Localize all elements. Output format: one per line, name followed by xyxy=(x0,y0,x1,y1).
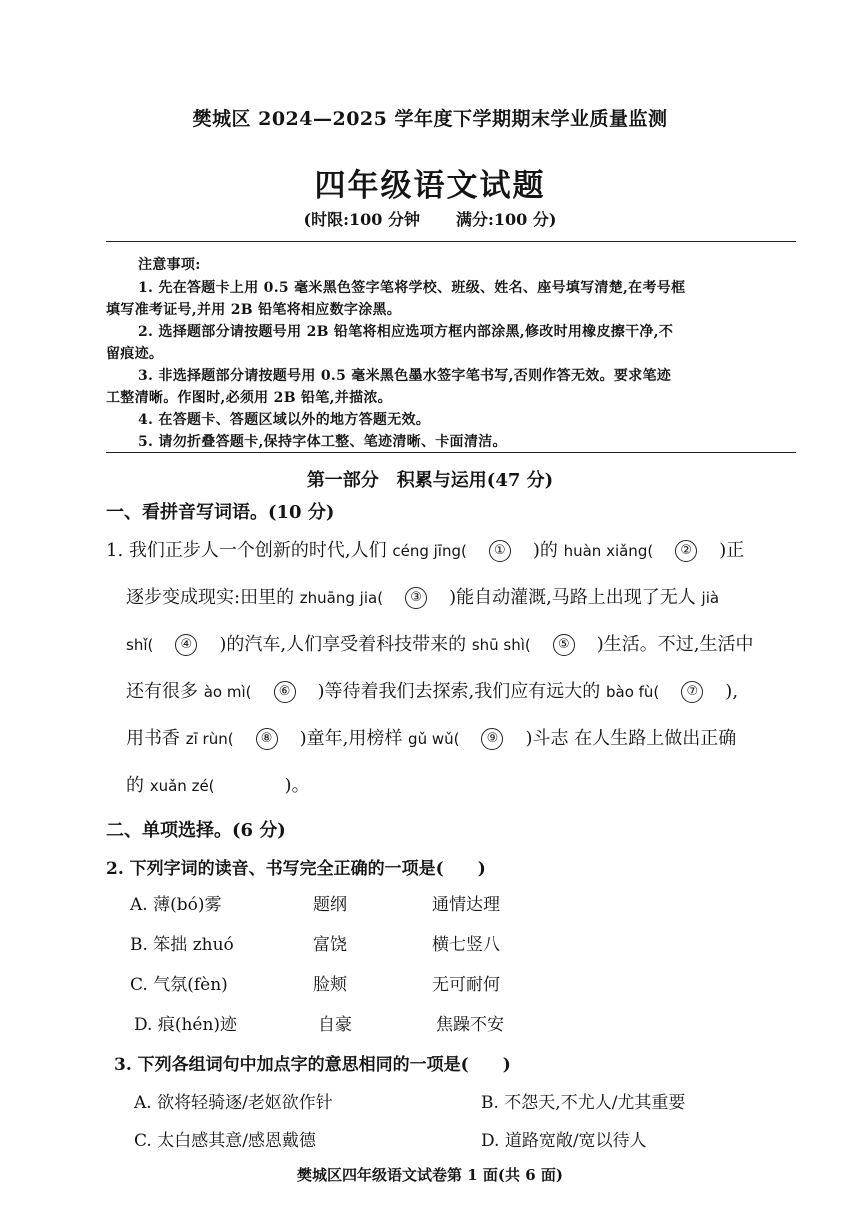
notice-line: 工整清晰。作图时,必须用 2B 铅笔,并描浓。 xyxy=(106,390,392,406)
blank-circle: ⑦ xyxy=(681,681,703,703)
option-cell: 脸颊 xyxy=(313,975,347,995)
section-title: 一、看拼音写词语。(10 分) xyxy=(106,502,335,523)
option-c: C. 太白感其意/感恩戴德 xyxy=(134,1131,316,1151)
option-cell: 自豪 xyxy=(318,1015,352,1035)
full-score: 满分:100 分) xyxy=(456,210,557,229)
blank-circle: ① xyxy=(489,540,511,562)
question-1-line: 1. 我们正步人一个创新的时代,人们 céng jīng( ① )的 huàn xiǎng( ② )正 xyxy=(106,540,745,561)
option-cell: A. 薄(bó)雾 xyxy=(130,895,222,915)
question-1-line: 用书香 zī rùn( ⑧ )童年,用榜样 gǔ wǔ( ⑨ )斗志 在人生路上做出正确 xyxy=(126,728,737,749)
part-title: 第一部分 积累与运用(47 分) xyxy=(306,470,554,491)
option-a: A. 欲将轻骑逐/老妪欲作针 xyxy=(134,1093,333,1113)
option-cell: 无可耐何 xyxy=(432,975,500,995)
notice-line: 4. 在答题卡、答题区域以外的地方答题无效。 xyxy=(138,412,431,428)
option-cell: B. 笨拙 zhuó xyxy=(130,935,234,955)
option-cell: 焦躁不安 xyxy=(436,1015,504,1035)
blank-circle: ⑤ xyxy=(553,634,575,656)
question-2-stem: 2. 下列字词的读音、书写完全正确的一项是( ) xyxy=(106,859,486,879)
exam-info xyxy=(0,207,860,230)
time-limit: (时限:100 分钟 xyxy=(303,210,420,229)
notice-heading: 注意事项: xyxy=(138,257,201,273)
top-divider xyxy=(106,241,796,242)
option-b: B. 不怨天,不尤人/尤其重要 xyxy=(481,1093,686,1113)
question-3-stem: 3. 下列各组词句中加点字的意思相同的一项是( ) xyxy=(114,1055,511,1075)
blank-circle: ⑧ xyxy=(256,728,278,750)
page-footer: 樊城区四年级语文试卷第 1 面(共 6 面) xyxy=(297,1166,563,1184)
option-d: D. 道路宽敞/宽以待人 xyxy=(481,1131,647,1151)
option-cell: 横七竖八 xyxy=(432,935,500,955)
notice-line: 5. 请勿折叠答题卡,保持字体工整、笔迹清晰、卡面清洁。 xyxy=(138,434,507,450)
option-cell: 富饶 xyxy=(313,935,347,955)
notice-line: 1. 先在答题卡上用 0.5 毫米黑色签字笔将学校、班级、姓名、座号填写清楚,在考号框 xyxy=(138,280,686,296)
blank-circle: ⑥ xyxy=(274,681,296,703)
notice-line: 留痕迹。 xyxy=(106,346,164,362)
option-cell: C. 气氛(fèn) xyxy=(130,975,228,995)
blank-circle: ⑨ xyxy=(481,728,503,750)
blank-circle: ② xyxy=(675,540,697,562)
bottom-divider xyxy=(106,452,796,453)
question-1-line: 的 xuǎn zé( )。 xyxy=(126,775,310,796)
blank-circle: ④ xyxy=(175,634,197,656)
question-1-line: 逐步变成现实:田里的 zhuāng jia( ③ )能自动灌溉,马路上出现了无人 jià xyxy=(126,587,720,608)
subject-title: 四年级语文试题 xyxy=(314,168,546,204)
option-cell: 通情达理 xyxy=(432,895,500,915)
option-cell: D. 痕(hén)迹 xyxy=(134,1015,238,1035)
option-cell: 题纲 xyxy=(313,895,347,915)
notice-line: 2. 选择题部分请按题号用 2B 铅笔将相应选项方框内部涂黑,修改时用橡皮擦干净,不 xyxy=(138,324,674,340)
section-title: 二、单项选择。(6 分) xyxy=(106,820,286,841)
notice-line: 填写准考证号,并用 2B 铅笔将相应数字涂黑。 xyxy=(106,302,402,318)
blank-circle: ③ xyxy=(405,587,427,609)
question-1-line: 还有很多 ào mì( ⑥ )等待着我们去探索,我们应有远大的 bào fù( ⑦ ), xyxy=(126,681,739,702)
exam-title: 樊城区 2024—2025 学年度下学期期末学业质量监测 xyxy=(192,108,668,130)
question-1-line: shǐ( ④ )的汽车,人们享受着科技带来的 shū shì( ⑤ )生活。不过,生活中 xyxy=(126,634,754,655)
notice-line: 3. 非选择题部分请按题号用 0.5 毫米黑色墨水签字笔书写,否则作答无效。要求笔迹 xyxy=(138,368,672,384)
